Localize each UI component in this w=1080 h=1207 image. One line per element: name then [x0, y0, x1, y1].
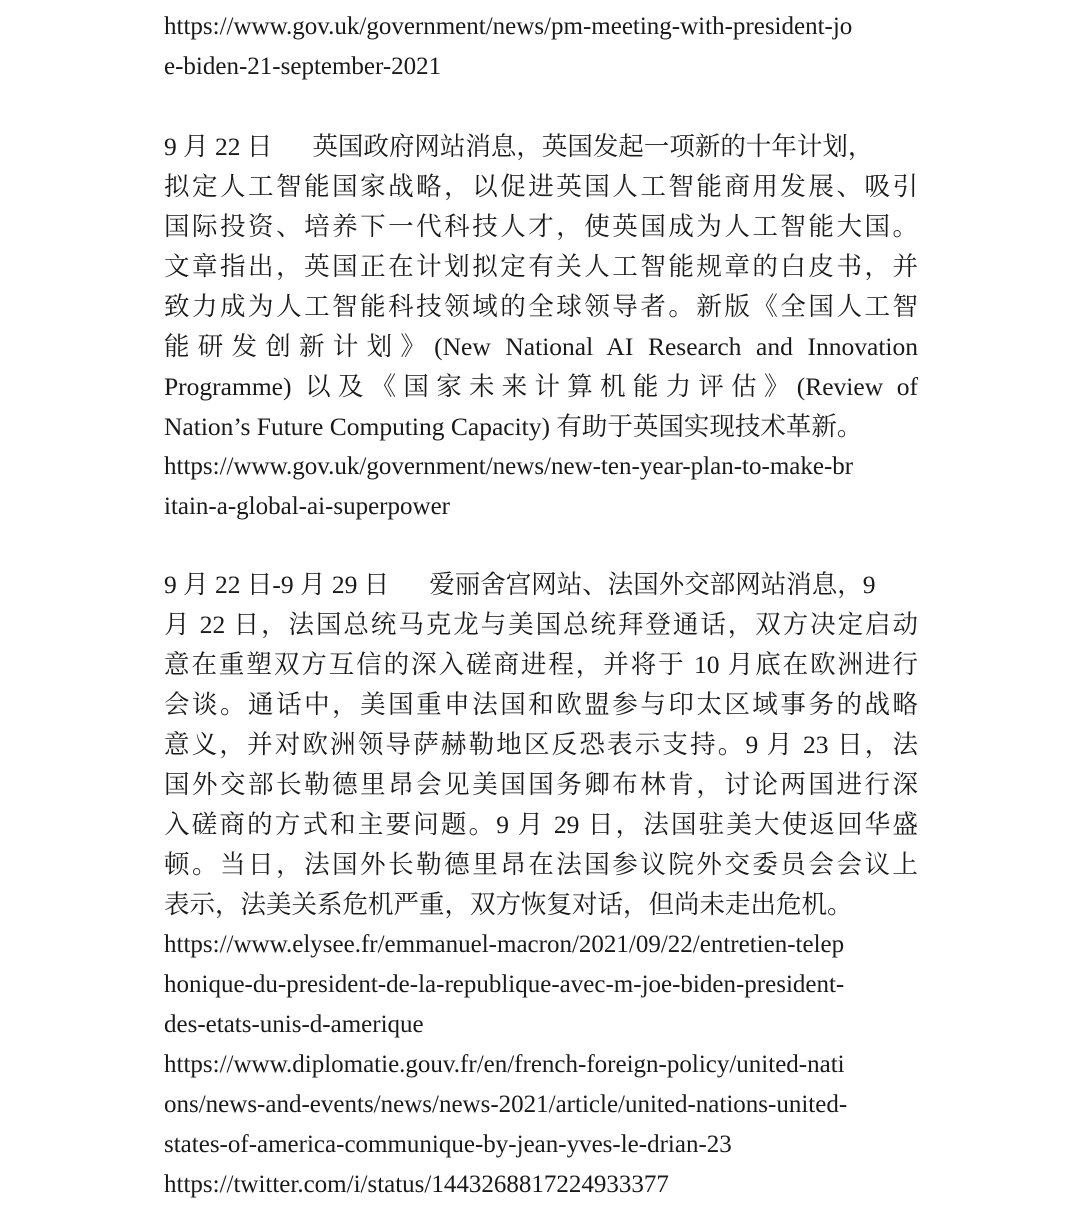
entry-date: 9 月 22 日-9 月 29 日 [164, 570, 390, 599]
link-text[interactable]: e-biden-21-september-2021 [164, 53, 442, 80]
paragraph-line: Programme) 以及《国家未来计算机能力评估》(Review of [164, 372, 918, 401]
link-text[interactable]: https://twitter.com/i/status/1443268817224933377 [164, 1171, 669, 1198]
link-text[interactable]: https://www.gov.uk/government/news/pm-meeting-with-president-jo [164, 13, 853, 40]
paragraph-text: 爱丽舍宫网站、法国外交部网站消息，9 [429, 570, 876, 599]
paragraph-line: 月 22 日，法国总统马克龙与美国总统拜登通话，双方决定启动 [164, 610, 918, 639]
link-text[interactable]: states-of-america-communique-by-jean-yves-le-drian-23 [164, 1131, 732, 1158]
paragraph-line: 拟定人工智能国家战略，以促进英国人工智能商用发展、吸引 [164, 172, 918, 201]
paragraph-line: 文章指出，英国正在计划拟定有关人工智能规章的白皮书，并 [164, 252, 918, 281]
paragraph-line: 入磋商的方式和主要问题。9 月 29 日，法国驻美大使返回华盛 [164, 810, 918, 839]
paragraph-line: 国际投资、培养下一代科技人才，使英国成为人工智能大国。 [164, 212, 918, 241]
paragraph-line: 顿。当日，法国外长勒德里昂在法国参议院外交委员会会议上 [164, 850, 918, 879]
paragraph-line: 致力成为人工智能科技领域的全球领导者。新版《全国人工智 [164, 292, 918, 321]
link-text[interactable]: des-etats-unis-d-amerique [164, 1011, 424, 1038]
link-text[interactable]: itain-a-global-ai-superpower [164, 493, 450, 520]
link-text[interactable]: https://www.diplomatie.gouv.fr/en/french-foreign-policy/united-nati [164, 1051, 845, 1078]
paragraph-line: 会谈。通话中，美国重申法国和欧盟参与印太区域事务的战略 [164, 690, 918, 719]
link-text[interactable]: ons/news-and-events/news/news-2021/article/united-nations-united- [164, 1091, 848, 1118]
link-text[interactable]: https://www.gov.uk/government/news/new-ten-year-plan-to-make-br [164, 453, 854, 480]
paragraph-line: 意义，并对欧洲领导萨赫勒地区反恐表示支持。9 月 23 日，法 [164, 730, 918, 759]
paragraph-line: 能研发创新计划》(New National AI Research and Innovation [164, 332, 918, 361]
paragraph-line: 表示，法美关系危机严重，双方恢复对话，但尚未走出危机。 [164, 890, 853, 919]
paragraph-line: 国外交部长勒德里昂会见美国国务卿布林肯，讨论两国进行深 [164, 770, 918, 799]
entry-first-line [164, 565, 918, 605]
entry-first-line [164, 127, 918, 167]
paragraph-text: 英国政府网站消息，英国发起一项新的十年计划， [312, 132, 874, 161]
link-text[interactable]: https://www.elysee.fr/emmanuel-macron/2021/09/22/entretien-telep [164, 931, 845, 958]
paragraph-line: 意在重塑双方互信的深入磋商进程，并将于 10 月底在欧洲进行 [164, 650, 918, 679]
paragraph-line: Nation’s Future Computing Capacity) 有助于英国实现技术革新。 [164, 412, 863, 441]
link-text[interactable]: honique-du-president-de-la-republique-avec-m-joe-biden-president- [164, 971, 845, 998]
entry-date: 9 月 22 日 [164, 132, 273, 161]
